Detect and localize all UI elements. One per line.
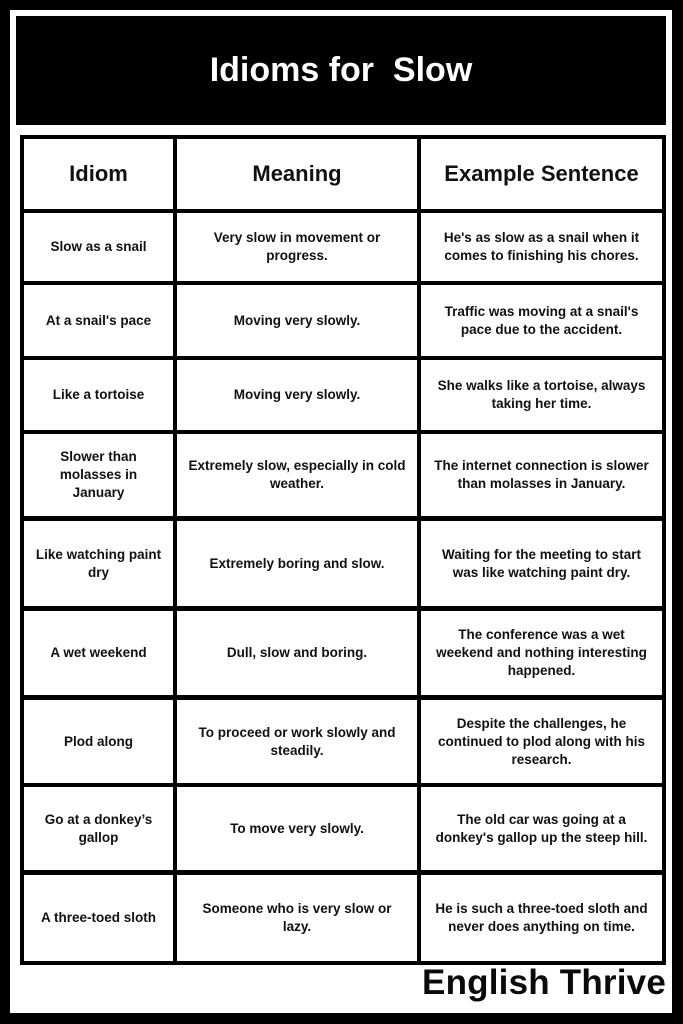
table-cell-meaning: Someone who is very slow or lazy. [177,875,417,961]
table-cell-example: The conference was a wet weekend and nothing interesting happened. [421,611,662,695]
table-cell-meaning: Moving very slowly. [177,285,417,356]
table-cell-example: He is such a three-toed sloth and never does anything on time. [421,875,662,961]
table-cell-idiom: A wet weekend [24,611,173,695]
table-cell-example: Traffic was moving at a snail's pace due to the accident. [421,285,662,356]
brand-logo-text: English Thrive [422,963,666,1002]
table-cell-meaning: Very slow in movement or progress. [177,213,417,281]
table-cell-meaning: Dull, slow and boring. [177,611,417,695]
table-cell-idiom: Go at a donkey’s gallop [24,787,173,870]
idioms-table [20,135,666,965]
table-cell-idiom: Like a tortoise [24,360,173,430]
table-cell-idiom: Slower than molasses in January [24,434,173,516]
page-title: Idioms for Slow [16,16,666,125]
table-cell-example: The old car was going at a donkey's gallop up the steep hill. [421,787,662,870]
table-cell-meaning: To proceed or work slowly and steadily. [177,700,417,783]
table-cell-example: He's as slow as a snail when it comes to finishing his chores. [421,213,662,281]
table-cell-idiom: Like watching paint dry [24,521,173,606]
table-cell-idiom: Plod along [24,700,173,783]
header-meaning: Meaning [177,139,417,209]
table-cell-meaning: Moving very slowly. [177,360,417,430]
table-cell-idiom: Slow as a snail [24,213,173,281]
table-cell-idiom: A three-toed sloth [24,875,173,961]
header-idiom: Idiom [24,139,173,209]
table-cell-example: Despite the challenges, he continued to plod along with his research. [421,700,662,783]
table-cell-idiom: At a snail's pace [24,285,173,356]
table-cell-example: The internet connection is slower than molasses in January. [421,434,662,516]
table-cell-example: Waiting for the meeting to start was like watching paint dry. [421,521,662,606]
table-cell-meaning: Extremely slow, especially in cold weather. [177,434,417,516]
header-example: Example Sentence [421,139,662,209]
table-cell-example: She walks like a tortoise, always taking her time. [421,360,662,430]
table-cell-meaning: Extremely boring and slow. [177,521,417,606]
table-cell-meaning: To move very slowly. [177,787,417,870]
